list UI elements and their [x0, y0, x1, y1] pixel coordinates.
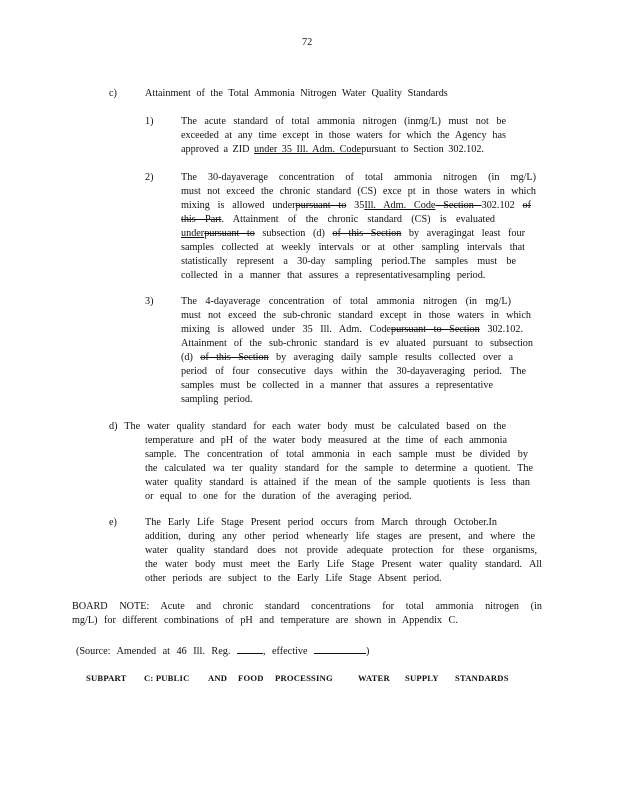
section-e-line: the water body must meet the Early Life Stage Present water quality standard. All	[145, 559, 542, 570]
footer-word: PROCESSING	[275, 673, 333, 683]
item-2-line	[181, 199, 531, 213]
item-2-struck-text: pursuant to	[204, 228, 255, 239]
item-2-line: must not exceed the chronic standard (CS) exce pt in those waters in which	[181, 186, 536, 197]
section-c-heading: Attainment of the Total Ammonia Nitrogen Water Quality Standards	[145, 88, 448, 99]
item-3-line: must not exceed the sub-chronic standard except in those waters in which	[181, 310, 531, 321]
section-d-line: the calculated wa ter quality standard for the sample to determine a quotient. The	[145, 463, 533, 474]
section-d-line: water quality standard is attained if the mean of the sample quotients is less than	[145, 477, 530, 488]
item-2-text-fragment: 35	[346, 200, 365, 211]
footer-word: FOOD	[238, 673, 264, 683]
item-2-line: statistically represent a 30-day sampling period.The samples must be	[181, 256, 516, 267]
section-e-line: addition, during any other period whenearly life stages are present, and where the	[145, 531, 535, 542]
source-middle: , effective	[262, 646, 308, 657]
board-note	[72, 600, 542, 628]
item-3-text-fragment: mixing is allowed under 35 Ill. Adm. Code	[181, 324, 391, 335]
item-1-underlined-citation: under 35 Ill. Adm. Code	[254, 144, 362, 155]
section-d-last-line: or equal to one for the duration of the averaging period.	[145, 491, 412, 502]
item-3-line: Attainment of the sub-chronic standard is ev aluated pursuant to subsection	[181, 338, 533, 349]
item-1-line: exceeded at any time except in those waters for which the Agency has	[181, 130, 506, 141]
source-blank-date	[314, 643, 366, 654]
item-2-text	[181, 171, 536, 283]
section-e-label: e)	[109, 517, 117, 528]
item-2-label: 2)	[145, 172, 154, 183]
item-2-text-fragment: mixing is allowed under	[181, 200, 296, 211]
item-1-last-line	[181, 143, 506, 157]
section-d-body	[145, 434, 533, 504]
footer-word: WATER	[358, 673, 390, 683]
footer-word: C: PUBLIC	[144, 673, 190, 683]
item-3-line: period of four consecutive days within the 30-dayaveraging period. The	[181, 366, 526, 377]
item-3-line	[181, 323, 523, 337]
page-number: 72	[302, 37, 313, 48]
item-1-last-suffix: pursuant to Section 302.102.	[361, 144, 484, 155]
section-d-line: d) The water quality standard for each water body must be calculated based on the	[109, 421, 506, 432]
section-d-line: temperature and pH of the water body measured at the time of each ammonia	[145, 435, 507, 446]
item-1-line: The acute standard of total ammonia nitrogen (inmg/L) must not be	[181, 116, 506, 127]
section-e-last-line: other periods are subject to the Early Life Stage Absent period.	[145, 573, 442, 584]
item-3-text	[181, 295, 533, 407]
item-2-line	[181, 213, 495, 227]
item-2-struck-text: pursuant to	[295, 200, 347, 211]
section-e-body	[145, 516, 542, 586]
item-3-struck-text: of this Section	[200, 352, 269, 363]
item-2-last-line: collected in a manner that assures a representativesampling period.	[181, 270, 486, 281]
item-2-line	[181, 227, 525, 241]
section-d-line: sample. The concentration of total ammonia in each sample must be divided by	[145, 449, 528, 460]
item-3-line: The 4-dayaverage concentration of total ammonia nitrogen (in mg/L)	[181, 296, 511, 307]
section-e-line: water quality standard does not provide adequate protection for these organisms,	[145, 545, 537, 556]
item-3-text-fragment: by averaging daily sample results collected over a	[268, 352, 513, 363]
item-2-underlined-text: under	[181, 228, 205, 239]
item-2-struck-text: of	[522, 200, 531, 211]
footer-word: AND	[208, 673, 228, 683]
item-2-text-fragment: 302.102	[481, 200, 523, 211]
footer-word: SUPPLY	[405, 673, 439, 683]
item-3-struck-text: pursuant to Section	[390, 324, 480, 335]
footer-word: SUBPART	[86, 673, 127, 683]
item-2-line: samples collected at weekly intervals or at other sampling intervals that	[181, 242, 525, 253]
source-suffix: )	[366, 646, 370, 657]
item-3-line: samples must be collected in a manner that assures a representative	[181, 380, 493, 391]
source-blank-volume	[237, 643, 263, 654]
footer-word: STANDARDS	[455, 673, 509, 683]
item-2-line: The 30-dayaverage concentration of total ammonia nitrogen (in mg/L)	[181, 172, 536, 183]
item-2-underlined-text: Ill. Adm. Code	[364, 200, 436, 211]
item-3-line	[181, 351, 513, 365]
item-3-text-fragment: (d)	[181, 352, 201, 363]
item-2-text-fragment: . Attainment of the chronic standard (CS) is evaluated	[221, 214, 495, 225]
item-2-struck-text: of this Section	[332, 228, 402, 239]
section-e-line: The Early Life Stage Present period occurs from March through October.In	[145, 517, 497, 528]
item-2-text-fragment: by averagingat least four	[401, 228, 525, 239]
board-note-line: mg/L) for different combinations of pH and temperature are shown in Appendix C.	[72, 615, 458, 626]
item-1-last-prefix: approved a ZID	[181, 144, 255, 155]
item-1-label: 1)	[145, 116, 154, 127]
item-1-text	[181, 115, 506, 157]
source-prefix: (Source: Amended at 46 Ill. Reg.	[76, 646, 231, 657]
item-3-last-line: sampling period.	[181, 394, 253, 405]
board-note-line: BOARD NOTE: Acute and chronic standard concentrations for total ammonia nitrogen (in	[72, 601, 542, 612]
section-d-first-line	[109, 420, 506, 434]
item-2-struck-text: Section	[435, 200, 482, 211]
item-3-text-fragment: 302.102.	[479, 324, 523, 335]
source-line	[76, 643, 369, 659]
footer-subpart	[0, 673, 618, 687]
section-c-label: c)	[109, 88, 117, 99]
item-2-struck-text: this Part	[181, 214, 222, 225]
item-3-label: 3)	[145, 296, 154, 307]
item-2-text-fragment: subsection (d)	[254, 228, 333, 239]
